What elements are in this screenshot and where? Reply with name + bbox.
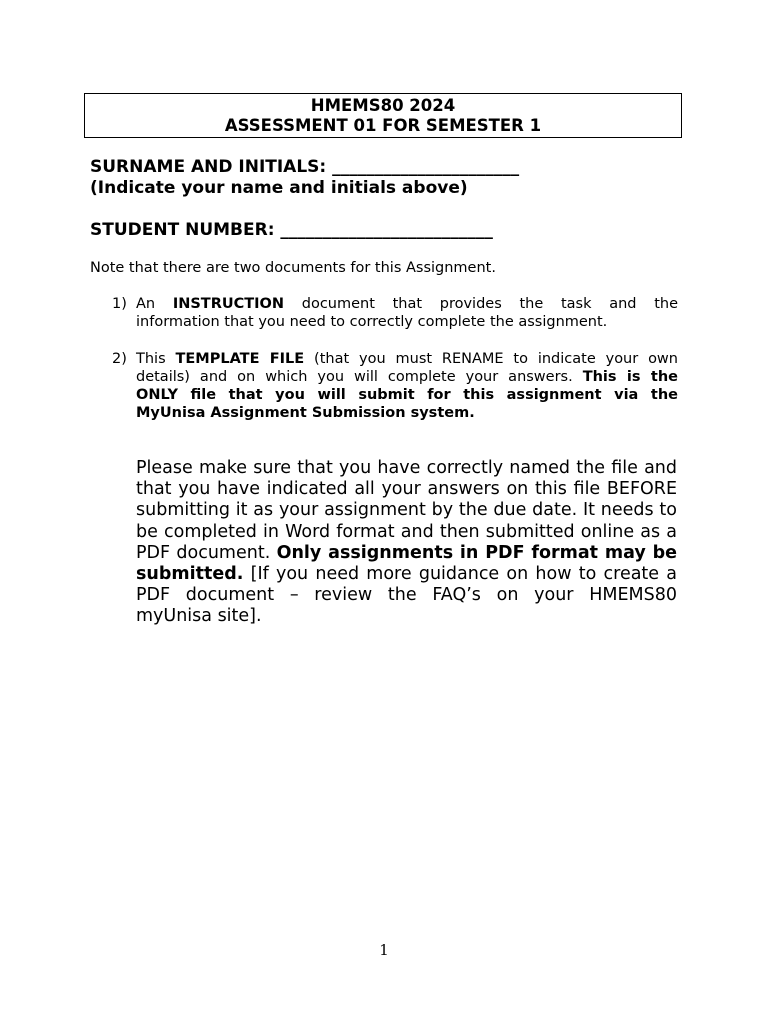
intro-note: Note that there are two documents for this Assignment. xyxy=(90,260,496,276)
text-line: myUnisa site]. xyxy=(136,606,262,627)
text-run: document that provides the task and the xyxy=(284,296,678,312)
student-number-field: STUDENT NUMBER: _________________________ xyxy=(90,220,493,240)
emphasis-run: This is the xyxy=(582,369,678,385)
list-item-instruction xyxy=(112,295,678,331)
text-line xyxy=(136,543,677,564)
text-run: PDF document. xyxy=(136,542,277,563)
list-item-body xyxy=(136,350,678,422)
surname-hint: (Indicate your name and initials above) xyxy=(90,178,468,198)
text-line xyxy=(136,368,678,386)
text-line: Please make sure that you have correctly named the file and xyxy=(136,458,677,478)
text-line: PDF document – review the FAQ’s on your HMEMS80 xyxy=(136,585,677,606)
emphasis-line: ONLY file that you will submit for this assignment via the xyxy=(136,387,678,403)
text-run: An xyxy=(136,296,173,312)
page-number: 1 xyxy=(379,941,389,959)
text-run: [If you need more guidance on how to create a xyxy=(243,564,677,585)
list-item-template xyxy=(112,350,678,422)
surname-field: SURNAME AND INITIALS: ______________________ xyxy=(90,157,520,177)
list-number: 1) xyxy=(112,296,127,312)
submission-paragraph xyxy=(136,458,677,628)
text-line: submitting it as your assignment by the due date. It needs to xyxy=(136,500,677,521)
emphasis-instruction: INSTRUCTION xyxy=(172,296,285,312)
list-item-body xyxy=(136,295,678,331)
text-line xyxy=(136,350,678,368)
text-line xyxy=(136,295,678,313)
emphasis-submitted: submitted. xyxy=(136,564,244,585)
text-run: details) and on which you will complete your answers. xyxy=(136,369,583,385)
text-line: that you have indicated all your answers on this file BEFORE xyxy=(136,479,677,500)
text-line: be completed in Word format and then submitted online as a xyxy=(136,521,677,542)
emphasis-template-file: TEMPLATE FILE xyxy=(175,351,305,367)
text-run: This xyxy=(136,351,176,367)
text-line: information that you need to correctly complete the assignment. xyxy=(136,314,608,330)
course-title: HMEMS80 2024 xyxy=(310,96,456,115)
assessment-title: ASSESSMENT 01 FOR SEMESTER 1 xyxy=(224,116,542,135)
emphasis-line: MyUnisa Assignment Submission system. xyxy=(136,405,475,421)
list-number: 2) xyxy=(112,351,127,367)
text-line xyxy=(136,564,677,585)
text-run: (that you must RENAME to indicate your own xyxy=(304,351,678,367)
title-box xyxy=(84,93,682,138)
emphasis-pdf-format: Only assignments in PDF format may be xyxy=(276,542,678,563)
